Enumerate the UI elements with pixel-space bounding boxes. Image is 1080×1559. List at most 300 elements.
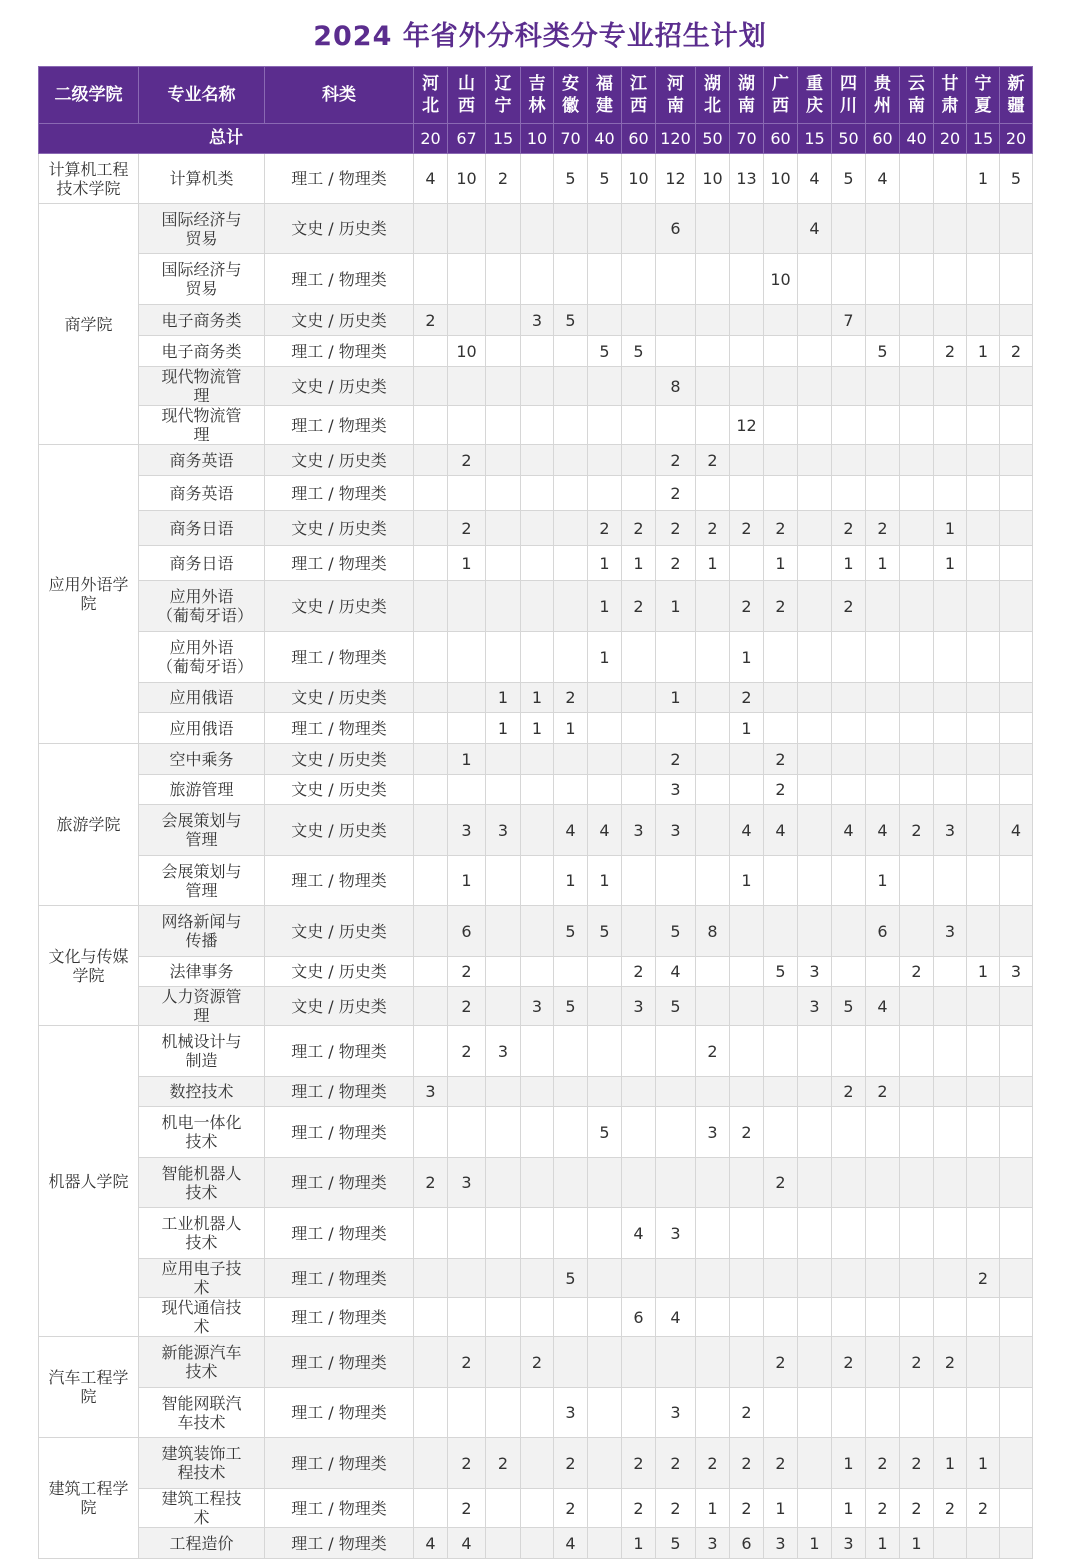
quota-cell: [521, 367, 554, 406]
quota-cell: [1000, 305, 1033, 336]
major-name: 机电一体化技术: [139, 1107, 265, 1158]
quota-cell: [521, 805, 554, 856]
quota-cell: [448, 632, 486, 683]
header-province: 湖南: [730, 67, 764, 124]
quota-cell: [730, 254, 764, 305]
quota-cell: [414, 744, 448, 775]
quota-cell: [622, 1077, 656, 1107]
quota-cell: 12: [656, 154, 696, 204]
quota-cell: 1: [832, 1489, 866, 1528]
quota-cell: [730, 476, 764, 511]
quota-cell: 3: [622, 805, 656, 856]
quota-cell: [934, 775, 967, 805]
quota-cell: [798, 775, 832, 805]
quota-cell: 1: [622, 1528, 656, 1559]
quota-cell: [934, 1158, 967, 1208]
quota-cell: [448, 254, 486, 305]
quota-cell: [832, 632, 866, 683]
quota-cell: [764, 713, 798, 744]
header-college: 二级学院: [39, 67, 139, 124]
table-row: [39, 445, 1033, 476]
quota-cell: 1: [656, 581, 696, 632]
quota-cell: 3: [656, 1208, 696, 1259]
major-name: 电子商务类: [139, 305, 265, 336]
quota-cell: [622, 204, 656, 254]
quota-cell: 10: [696, 154, 730, 204]
quota-cell: [1000, 406, 1033, 445]
quota-cell: [832, 1388, 866, 1438]
quota-cell: [1000, 744, 1033, 775]
quota-cell: [832, 906, 866, 957]
quota-cell: [448, 305, 486, 336]
quota-cell: [521, 546, 554, 581]
quota-cell: [798, 336, 832, 367]
quota-cell: [656, 254, 696, 305]
quota-cell: [934, 476, 967, 511]
quota-cell: 2: [656, 1489, 696, 1528]
category-name: 理工 / 物理类: [265, 1158, 414, 1208]
quota-cell: 3: [832, 1528, 866, 1559]
quota-cell: [696, 406, 730, 445]
quota-cell: [798, 445, 832, 476]
quota-cell: [798, 1107, 832, 1158]
major-name: 新能源汽车技术: [139, 1337, 265, 1388]
quota-cell: [588, 367, 622, 406]
quota-cell: [414, 204, 448, 254]
quota-cell: [486, 476, 521, 511]
quota-cell: [832, 683, 866, 713]
header-province: 江西: [622, 67, 656, 124]
quota-cell: [832, 713, 866, 744]
quota-cell: [1000, 1337, 1033, 1388]
quota-cell: 2: [622, 1438, 656, 1489]
quota-cell: [486, 987, 521, 1026]
quota-cell: 12: [730, 406, 764, 445]
quota-cell: 1: [622, 546, 656, 581]
total-value: 120: [656, 124, 696, 154]
quota-cell: [656, 1158, 696, 1208]
total-value: 50: [696, 124, 730, 154]
category-name: 文史 / 历史类: [265, 775, 414, 805]
quota-cell: [696, 632, 730, 683]
quota-cell: 1: [900, 1528, 934, 1559]
quota-cell: [521, 476, 554, 511]
quota-cell: 13: [730, 154, 764, 204]
category-name: 文史 / 历史类: [265, 744, 414, 775]
quota-cell: [764, 406, 798, 445]
quota-cell: 3: [656, 1388, 696, 1438]
table-row: [39, 1388, 1033, 1438]
quota-cell: [866, 683, 900, 713]
quota-cell: [1000, 987, 1033, 1026]
category-name: 文史 / 历史类: [265, 445, 414, 476]
quota-cell: [798, 1438, 832, 1489]
quota-cell: [934, 406, 967, 445]
quota-cell: [414, 1298, 448, 1337]
category-name: 理工 / 物理类: [265, 856, 414, 906]
quota-cell: [730, 1026, 764, 1077]
quota-cell: [521, 254, 554, 305]
quota-cell: [967, 1026, 1000, 1077]
quota-cell: [622, 445, 656, 476]
college-name: 建筑工程学院: [39, 1438, 139, 1559]
table-row: [39, 1489, 1033, 1528]
quota-cell: 2: [554, 1438, 588, 1489]
quota-cell: [486, 511, 521, 546]
quota-cell: 1: [448, 546, 486, 581]
quota-cell: [866, 1107, 900, 1158]
quota-cell: [798, 367, 832, 406]
table-row: [39, 1077, 1033, 1107]
quota-cell: [967, 305, 1000, 336]
quota-cell: 2: [656, 744, 696, 775]
major-name: 国际经济与贸易: [139, 204, 265, 254]
quota-cell: 2: [764, 1438, 798, 1489]
quota-cell: [900, 1208, 934, 1259]
quota-cell: [967, 987, 1000, 1026]
quota-cell: [1000, 1438, 1033, 1489]
quota-cell: [764, 336, 798, 367]
quota-cell: [656, 632, 696, 683]
quota-cell: [414, 906, 448, 957]
quota-cell: [934, 713, 967, 744]
quota-cell: 2: [967, 1489, 1000, 1528]
quota-cell: [521, 1077, 554, 1107]
quota-cell: [521, 1298, 554, 1337]
quota-cell: [866, 713, 900, 744]
table-row: [39, 1026, 1033, 1077]
college-name: 文化与传媒学院: [39, 906, 139, 1026]
quota-cell: [486, 305, 521, 336]
quota-cell: [554, 546, 588, 581]
quota-cell: [486, 254, 521, 305]
quota-cell: [900, 1026, 934, 1077]
quota-cell: [730, 1077, 764, 1107]
page-title: 2024 年省外分科类分专业招生计划: [313, 21, 767, 52]
quota-cell: 1: [832, 1438, 866, 1489]
quota-cell: 3: [1000, 957, 1033, 987]
quota-cell: [866, 445, 900, 476]
quota-cell: [414, 546, 448, 581]
quota-cell: [832, 336, 866, 367]
quota-cell: [521, 1158, 554, 1208]
major-name: 法律事务: [139, 957, 265, 987]
total-value: 15: [967, 124, 1000, 154]
quota-cell: 1: [730, 632, 764, 683]
quota-cell: 5: [554, 987, 588, 1026]
quota-cell: [588, 1489, 622, 1528]
quota-cell: [554, 445, 588, 476]
quota-cell: 4: [798, 154, 832, 204]
quota-cell: [967, 1208, 1000, 1259]
quota-cell: [554, 632, 588, 683]
quota-cell: [588, 1298, 622, 1337]
total-value: 10: [521, 124, 554, 154]
quota-cell: [967, 546, 1000, 581]
quota-cell: 1: [730, 856, 764, 906]
quota-cell: 3: [554, 1388, 588, 1438]
quota-cell: 2: [622, 511, 656, 546]
quota-cell: 3: [798, 957, 832, 987]
quota-cell: 1: [486, 713, 521, 744]
quota-cell: [798, 305, 832, 336]
quota-cell: [900, 683, 934, 713]
quota-cell: 5: [656, 1528, 696, 1559]
category-name: 理工 / 物理类: [265, 1528, 414, 1559]
table-row: [39, 632, 1033, 683]
quota-cell: [521, 1026, 554, 1077]
quota-cell: [798, 805, 832, 856]
quota-cell: 1: [764, 546, 798, 581]
quota-cell: 2: [730, 1107, 764, 1158]
category-name: 理工 / 物理类: [265, 1337, 414, 1388]
quota-cell: 2: [934, 336, 967, 367]
quota-cell: [486, 546, 521, 581]
quota-cell: [900, 581, 934, 632]
quota-cell: [798, 581, 832, 632]
quota-cell: 1: [486, 683, 521, 713]
quota-cell: [798, 511, 832, 546]
quota-cell: [521, 511, 554, 546]
quota-cell: [521, 1208, 554, 1259]
quota-cell: [1000, 856, 1033, 906]
quota-cell: [588, 775, 622, 805]
quota-cell: [414, 632, 448, 683]
quota-cell: [486, 1528, 521, 1559]
table-row: [39, 1337, 1033, 1388]
quota-cell: [1000, 632, 1033, 683]
quota-cell: [1000, 204, 1033, 254]
quota-cell: 2: [448, 511, 486, 546]
quota-cell: [967, 744, 1000, 775]
quota-cell: [866, 476, 900, 511]
quota-cell: [554, 1107, 588, 1158]
category-name: 文史 / 历史类: [265, 511, 414, 546]
header-major: 专业名称: [139, 67, 265, 124]
quota-cell: [730, 336, 764, 367]
quota-cell: [696, 775, 730, 805]
quota-cell: [588, 1528, 622, 1559]
quota-cell: [730, 1158, 764, 1208]
quota-cell: [764, 1107, 798, 1158]
quota-cell: [900, 713, 934, 744]
quota-cell: [588, 683, 622, 713]
quota-cell: [588, 1077, 622, 1107]
quota-cell: 5: [588, 906, 622, 957]
college-name: 应用外语学院: [39, 445, 139, 744]
header-province: 吉林: [521, 67, 554, 124]
quota-cell: [967, 445, 1000, 476]
quota-cell: 2: [696, 1438, 730, 1489]
quota-cell: 8: [696, 906, 730, 957]
quota-cell: 6: [656, 204, 696, 254]
quota-cell: [656, 1026, 696, 1077]
quota-cell: 4: [588, 805, 622, 856]
quota-cell: [486, 906, 521, 957]
major-name: 现代物流管理: [139, 406, 265, 445]
quota-cell: 2: [448, 987, 486, 1026]
total-value: 15: [798, 124, 832, 154]
quota-cell: [521, 744, 554, 775]
quota-cell: [900, 906, 934, 957]
quota-cell: [486, 406, 521, 445]
quota-cell: 1: [696, 1489, 730, 1528]
major-name: 国际经济与贸易: [139, 254, 265, 305]
quota-cell: [414, 713, 448, 744]
quota-cell: [588, 254, 622, 305]
quota-cell: [832, 1026, 866, 1077]
category-name: 文史 / 历史类: [265, 906, 414, 957]
category-name: 文史 / 历史类: [265, 581, 414, 632]
quota-cell: [554, 367, 588, 406]
quota-cell: [414, 254, 448, 305]
quota-cell: [414, 683, 448, 713]
quota-cell: 2: [900, 805, 934, 856]
quota-cell: [900, 406, 934, 445]
quota-cell: [1000, 254, 1033, 305]
quota-cell: [798, 254, 832, 305]
quota-cell: [900, 154, 934, 204]
quota-cell: 2: [656, 476, 696, 511]
quota-cell: 4: [1000, 805, 1033, 856]
category-name: 文史 / 历史类: [265, 305, 414, 336]
quota-cell: [448, 1208, 486, 1259]
quota-cell: [1000, 1077, 1033, 1107]
major-name: 电子商务类: [139, 336, 265, 367]
table-row: [39, 744, 1033, 775]
quota-cell: [486, 1259, 521, 1298]
quota-cell: [696, 713, 730, 744]
quota-cell: [521, 1388, 554, 1438]
quota-cell: 2: [521, 1337, 554, 1388]
quota-cell: [967, 1107, 1000, 1158]
quota-cell: [486, 1077, 521, 1107]
quota-cell: [798, 1298, 832, 1337]
quota-cell: [1000, 906, 1033, 957]
quota-cell: [967, 805, 1000, 856]
quota-cell: 1: [696, 546, 730, 581]
total-label: 总计: [39, 124, 414, 154]
quota-cell: [832, 476, 866, 511]
quota-cell: [448, 367, 486, 406]
header-province: 新疆: [1000, 67, 1033, 124]
quota-cell: [730, 957, 764, 987]
table-row: [39, 406, 1033, 445]
quota-cell: [414, 336, 448, 367]
quota-cell: 10: [448, 154, 486, 204]
quota-cell: [934, 204, 967, 254]
quota-cell: [486, 1158, 521, 1208]
quota-cell: [730, 204, 764, 254]
quota-cell: [414, 406, 448, 445]
quota-cell: [832, 445, 866, 476]
quota-cell: 1: [588, 632, 622, 683]
quota-cell: [696, 1158, 730, 1208]
major-name: 现代物流管理: [139, 367, 265, 406]
quota-cell: [900, 775, 934, 805]
college-name: 汽车工程学院: [39, 1337, 139, 1438]
major-name: 商务英语: [139, 476, 265, 511]
total-value: 60: [764, 124, 798, 154]
quota-cell: [486, 957, 521, 987]
quota-cell: [486, 1107, 521, 1158]
major-name: 会展策划与管理: [139, 856, 265, 906]
quota-cell: 10: [764, 154, 798, 204]
quota-cell: [900, 254, 934, 305]
quota-cell: [588, 1208, 622, 1259]
quota-cell: 1: [866, 1528, 900, 1559]
quota-cell: [656, 856, 696, 906]
college-name: 旅游学院: [39, 744, 139, 906]
category-name: 理工 / 物理类: [265, 1438, 414, 1489]
quota-cell: [554, 775, 588, 805]
quota-cell: [934, 581, 967, 632]
quota-cell: 1: [967, 154, 1000, 204]
header-province: 宁夏: [967, 67, 1000, 124]
quota-cell: [588, 713, 622, 744]
quota-cell: [900, 1298, 934, 1337]
quota-cell: [866, 1298, 900, 1337]
quota-cell: 2: [656, 546, 696, 581]
quota-cell: [866, 1158, 900, 1208]
quota-cell: [934, 683, 967, 713]
quota-cell: [934, 254, 967, 305]
college-name: 计算机工程技术学院: [39, 154, 139, 204]
quota-cell: [967, 367, 1000, 406]
quota-cell: [764, 476, 798, 511]
category-name: 理工 / 物理类: [265, 632, 414, 683]
total-value: 15: [486, 124, 521, 154]
quota-cell: [414, 987, 448, 1026]
quota-cell: [656, 336, 696, 367]
quota-cell: [900, 445, 934, 476]
quota-cell: 2: [730, 1388, 764, 1438]
total-value: 20: [414, 124, 448, 154]
quota-cell: [866, 1388, 900, 1438]
quota-cell: [696, 957, 730, 987]
quota-cell: [554, 744, 588, 775]
table-row: [39, 1528, 1033, 1559]
quota-cell: [414, 805, 448, 856]
quota-cell: [486, 1489, 521, 1528]
quota-cell: [1000, 775, 1033, 805]
quota-cell: 2: [448, 1026, 486, 1077]
quota-cell: [448, 204, 486, 254]
quota-cell: [622, 632, 656, 683]
quota-cell: [588, 445, 622, 476]
quota-cell: [521, 957, 554, 987]
quota-cell: 2: [764, 581, 798, 632]
quota-cell: 2: [866, 1438, 900, 1489]
quota-cell: 3: [521, 305, 554, 336]
quota-cell: [967, 856, 1000, 906]
quota-cell: [967, 775, 1000, 805]
quota-cell: 1: [521, 713, 554, 744]
quota-cell: [554, 204, 588, 254]
quota-cell: [486, 581, 521, 632]
quota-cell: [900, 367, 934, 406]
quota-cell: [622, 775, 656, 805]
quota-cell: [414, 1489, 448, 1528]
quota-cell: 1: [588, 546, 622, 581]
quota-cell: 2: [866, 1077, 900, 1107]
quota-cell: [967, 406, 1000, 445]
quota-cell: 1: [934, 1438, 967, 1489]
quota-cell: [588, 1026, 622, 1077]
category-name: 理工 / 物理类: [265, 1489, 414, 1528]
quota-cell: [1000, 1208, 1033, 1259]
quota-cell: [934, 1259, 967, 1298]
